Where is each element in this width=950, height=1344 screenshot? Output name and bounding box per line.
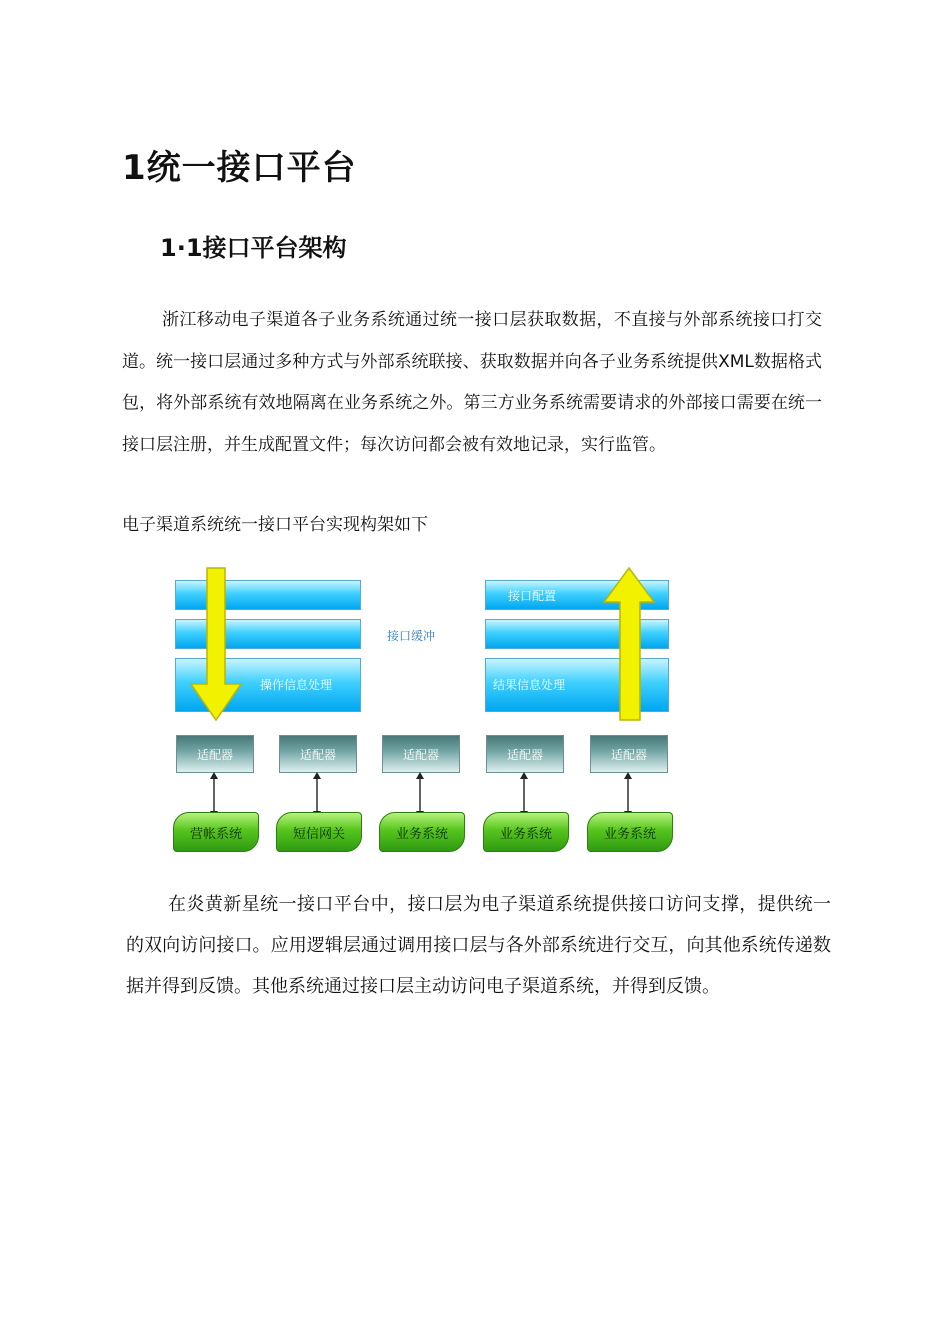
up-arrow-icon <box>603 566 657 722</box>
center-buffer-label: 接口缓冲 <box>387 629 436 643</box>
adapter-4: 适配器 <box>486 735 564 773</box>
adapter-3: 适配器 <box>382 735 460 773</box>
adapter-2: 适配器 <box>279 735 357 773</box>
system-business-2: 业务系统 <box>483 812 569 852</box>
intro-paragraph: 浙江移动电子渠道各子业务系统通过统一接口层获取数据，不直接与外部系统接口打交道。统一接口层通过多种方式与外部系统联接、获取数据并向各子业务系统提供XML数据格式包，将外部系统有效地隔离在业务系统之外。第三方业务系统需要请求的外部接口需要在统一接口层注册，并生成配置文件；每次访问都会被有效地记录，实行监管。 <box>122 310 822 455</box>
page-title: 1统一接口平台 <box>122 148 357 188</box>
adapter-1: 适配器 <box>176 735 254 773</box>
right-band-label: 结果信息处理 <box>493 678 566 692</box>
summary-paragraph: 在炎黄新星统一接口平台中，接口层为电子渠道系统提供接口访问支撑，提供统一的双向访问接口。应用逻辑层通过调用接口层与各外部系统进行交互，向其他系统传递数据并得到反馈。其他系统通过接口层主动访问电子渠道系统，并得到反馈。 <box>126 894 831 997</box>
diagram-caption: 电子渠道系统统一接口平台实现构架如下 <box>122 515 428 535</box>
right-top-band-label: 接口配置 <box>508 589 557 603</box>
system-sms-gateway: 短信网关 <box>276 812 362 852</box>
system-business-1: 业务系统 <box>379 812 465 852</box>
down-arrow-icon <box>190 566 244 722</box>
section-heading: 1·1接口平台架构 <box>160 234 347 262</box>
adapter-5: 适配器 <box>590 735 668 773</box>
system-billing: 营帐系统 <box>173 812 259 852</box>
system-business-3: 业务系统 <box>587 812 673 852</box>
left-band-label: 操作信息处理 <box>260 678 333 692</box>
architecture-diagram <box>170 560 675 860</box>
